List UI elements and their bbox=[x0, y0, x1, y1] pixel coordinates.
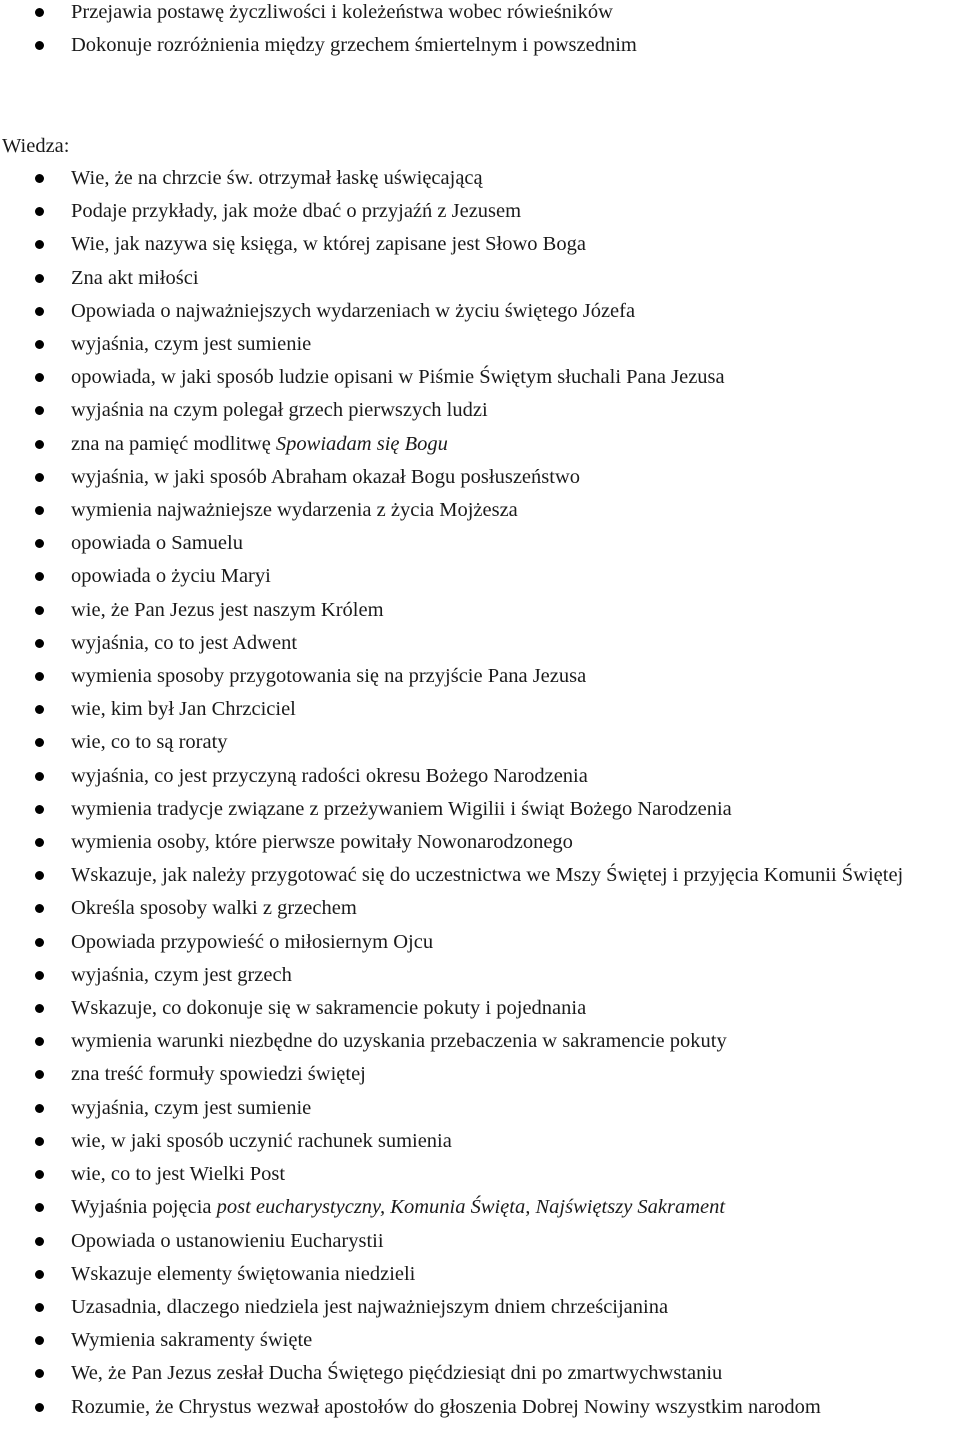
list-item-text: Wskazuje, co dokonuje się w sakramencie pokuty i pojednania bbox=[71, 997, 587, 1020]
list-item bbox=[0, 959, 960, 992]
section-label: Wiedza: bbox=[2, 135, 70, 157]
bullet-icon bbox=[35, 1170, 44, 1179]
list-item-text: wie, że Pan Jezus jest naszym Królem bbox=[71, 598, 384, 621]
list-item-text: Rozumie, że Chrystus wezwał apostołów do głoszenia Dobrej Nowiny wszystkim narodom bbox=[71, 1395, 821, 1418]
list-item bbox=[0, 527, 960, 560]
list-item bbox=[0, 361, 960, 394]
list-item bbox=[0, 1125, 960, 1158]
bullet-icon bbox=[35, 1403, 44, 1412]
bullet-icon bbox=[35, 373, 44, 382]
list-item-text: wymienia sposoby przygotowania się na przyjście Pana Jezusa bbox=[71, 665, 587, 688]
bullet-icon bbox=[35, 1037, 44, 1046]
list-item-text: opowiada o Samuelu bbox=[71, 532, 243, 555]
bullet-icon bbox=[35, 738, 44, 747]
list-item-text: wie, co to są roraty bbox=[71, 731, 228, 754]
bullet-icon bbox=[35, 340, 44, 349]
list-item bbox=[0, 726, 960, 759]
bullet-icon bbox=[35, 41, 44, 50]
list-item bbox=[0, 328, 960, 361]
bullet-icon bbox=[35, 1237, 44, 1246]
bullet-icon bbox=[35, 672, 44, 681]
list-item bbox=[0, 1191, 960, 1224]
list-item-text: wie, w jaki sposób uczynić rachunek sumienia bbox=[71, 1129, 452, 1152]
list-item-text: wyjaśnia, czym jest sumienie bbox=[71, 333, 312, 356]
list-item-text: Wskazuje, jak należy przygotować się do uczestnictwa we Mszy Świętej i przyjęcia Komunii Świętej bbox=[71, 864, 904, 887]
list-item bbox=[0, 660, 960, 693]
top-bullet-list bbox=[0, 0, 960, 62]
list-item bbox=[0, 1058, 960, 1091]
list-item bbox=[0, 494, 960, 527]
list-item bbox=[0, 428, 960, 461]
list-item-text: Określa sposoby walki z grzechem bbox=[71, 897, 357, 920]
list-item bbox=[0, 1025, 960, 1058]
list-item-text: wyjaśnia, w jaki sposób Abraham okazał Bogu posłuszeństwo bbox=[71, 465, 581, 488]
list-item-text: wyjaśnia, czym jest grzech bbox=[71, 963, 292, 986]
list-item bbox=[0, 1291, 960, 1324]
bullet-icon bbox=[35, 871, 44, 880]
list-item-text: wyjaśnia, co to jest Adwent bbox=[71, 631, 298, 654]
list-item bbox=[0, 1258, 960, 1291]
bullet-icon bbox=[35, 1270, 44, 1279]
bullet-icon bbox=[35, 539, 44, 548]
bullet-icon bbox=[35, 307, 44, 316]
list-item-text: wie, co to jest Wielki Post bbox=[71, 1163, 286, 1186]
bullet-icon bbox=[35, 1104, 44, 1113]
list-item-text: wyjaśnia na czym polegał grzech pierwszych ludzi bbox=[71, 399, 488, 422]
list-item-text: Opowiada o ustanowieniu Eucharystii bbox=[71, 1229, 384, 1252]
list-item-text: wymienia tradycje związane z przeżywaniem Wigilii i świąt Bożego Narodzenia bbox=[71, 797, 732, 820]
list-item bbox=[0, 195, 960, 228]
list-item-text: Dokonuje rozróżnienia między grzechem śmiertelnym i powszednim bbox=[71, 34, 637, 57]
bullet-icon bbox=[35, 1203, 44, 1212]
list-item bbox=[0, 162, 960, 195]
list-item bbox=[0, 0, 960, 29]
list-item bbox=[0, 992, 960, 1025]
bullet-icon bbox=[35, 572, 44, 581]
list-item bbox=[0, 826, 960, 859]
list-item-text: Opowiada przypowieść o miłosiernym Ojcu bbox=[71, 930, 434, 953]
list-item bbox=[0, 693, 960, 726]
list-item-text: Podaje przykłady, jak może dbać o przyjaźń z Jezusem bbox=[71, 200, 522, 223]
bullet-icon bbox=[35, 440, 44, 449]
bullet-icon bbox=[35, 772, 44, 781]
list-item bbox=[0, 892, 960, 925]
list-item-text: Wskazuje elementy świętowania niedzieli bbox=[71, 1262, 416, 1285]
list-item bbox=[0, 1324, 960, 1357]
bullet-icon bbox=[35, 938, 44, 947]
list-item bbox=[0, 760, 960, 793]
list-item-text: wymienia osoby, które pierwsze powitały Nowonarodzonego bbox=[71, 831, 573, 854]
bullet-icon bbox=[35, 207, 44, 216]
list-item-text: Wie, że na chrzcie św. otrzymał łaskę uświęcającą bbox=[71, 167, 483, 189]
list-item bbox=[0, 228, 960, 261]
list-item-text: Przejawia postawę życzliwości i koleżeństwa wobec rówieśników bbox=[71, 1, 613, 23]
list-item bbox=[0, 627, 960, 660]
bullet-icon bbox=[35, 705, 44, 714]
list-item-text: Zna akt miłości bbox=[71, 266, 199, 289]
list-item-text: Uzasadnia, dlaczego niedziela jest najważniejszym dniem chrześcijanina bbox=[71, 1295, 669, 1318]
bullet-icon bbox=[35, 1070, 44, 1079]
list-item-text: zna treść formuły spowiedzi świętej bbox=[71, 1063, 366, 1086]
list-item-text: wymienia warunki niezbędne do uzyskania przebaczenia w sakramencie pokuty bbox=[71, 1030, 727, 1053]
bullet-icon bbox=[35, 1369, 44, 1378]
bullet-icon bbox=[35, 506, 44, 515]
list-item-text: opowiada, w jaki sposób ludzie opisani w Piśmie Świętym słuchali Pana Jezusa bbox=[71, 366, 725, 389]
bullet-icon bbox=[35, 406, 44, 415]
list-item-text: wie, kim był Jan Chrzciciel bbox=[71, 698, 296, 721]
list-item bbox=[0, 594, 960, 627]
bullet-icon bbox=[35, 1004, 44, 1013]
bullet-icon bbox=[35, 971, 44, 980]
list-item-text: wymienia najważniejsze wydarzenia z życia Mojżesza bbox=[71, 499, 518, 522]
list-item-text: wyjaśnia, co jest przyczyną radości okresu Bożego Narodzenia bbox=[71, 764, 588, 787]
knowledge-bullet-list bbox=[0, 162, 960, 1424]
bullet-icon bbox=[35, 8, 44, 17]
list-item bbox=[0, 295, 960, 328]
bullet-icon bbox=[35, 805, 44, 814]
list-item bbox=[0, 926, 960, 959]
list-item bbox=[0, 560, 960, 593]
list-item-text: Opowiada o najważniejszych wydarzeniach w życiu świętego Józefa bbox=[71, 299, 636, 322]
bullet-icon bbox=[35, 174, 44, 183]
list-item bbox=[0, 1158, 960, 1191]
bullet-icon bbox=[35, 1137, 44, 1146]
bullet-icon bbox=[35, 639, 44, 648]
list-item bbox=[0, 1357, 960, 1390]
bullet-icon bbox=[35, 473, 44, 482]
list-item-text: wyjaśnia, czym jest sumienie bbox=[71, 1096, 312, 1119]
list-item bbox=[0, 1225, 960, 1258]
list-item bbox=[0, 1092, 960, 1125]
list-item bbox=[0, 262, 960, 295]
list-item-italic-text: post eucharystyczny, Komunia Święta, Najświętszy Sakrament bbox=[216, 1196, 726, 1219]
bullet-icon bbox=[35, 1303, 44, 1312]
list-item bbox=[0, 1391, 960, 1424]
list-item-text: We, że Pan Jezus zesłał Ducha Świętego pięćdziesiąt dni po zmartwychwstaniu bbox=[71, 1362, 723, 1385]
list-item bbox=[0, 793, 960, 826]
bullet-icon bbox=[35, 904, 44, 913]
list-item bbox=[0, 461, 960, 494]
list-item-text: Wymienia sakramenty święte bbox=[71, 1329, 313, 1352]
list-item-italic-text: Spowiadam się Bogu bbox=[275, 432, 448, 455]
list-item bbox=[0, 394, 960, 427]
list-item bbox=[0, 29, 960, 62]
bullet-icon bbox=[35, 274, 44, 283]
bullet-icon bbox=[35, 606, 44, 615]
list-item-text: Wie, jak nazywa się księga, w której zapisane jest Słowo Boga bbox=[71, 233, 586, 256]
list-item-text: Wyjaśnia pojęcia bbox=[71, 1196, 217, 1219]
list-item bbox=[0, 859, 960, 892]
bullet-icon bbox=[35, 240, 44, 249]
list-item-text: opowiada o życiu Maryi bbox=[71, 565, 271, 588]
list-item-text: zna na pamięć modlitwę bbox=[71, 432, 276, 455]
bullet-icon bbox=[35, 1336, 44, 1345]
bullet-icon bbox=[35, 838, 44, 847]
